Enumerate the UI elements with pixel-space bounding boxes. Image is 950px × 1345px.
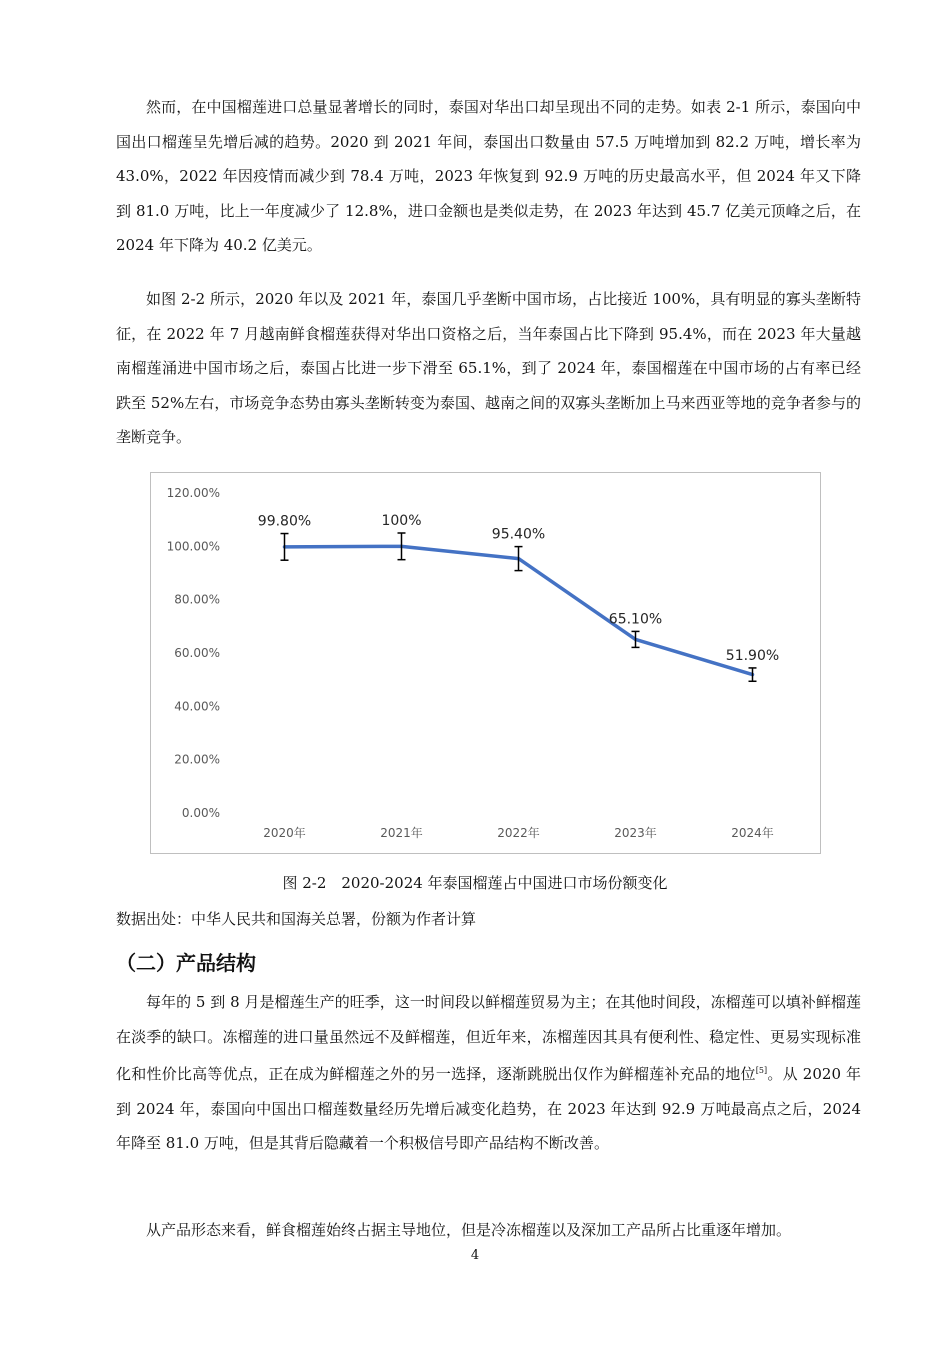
data-label: 95.40% — [491, 526, 546, 543]
paragraph-text: 每年的 5 到 8 月是榴莲生产的旺季，这一时间段以鲜榴莲贸易为主；在其他时间段，冻榴莲可以填补鲜榴莲在淡季的缺口。冻榴莲的进口量虽然远不及鲜榴莲，但近年来，冻榴莲因其具有便利性、稳定性、更易实现标准化和性价比高等优点，正在成为鲜榴莲之外的另一选择，逐渐跳脱出仅作为鲜榴莲补充品的地位 — [116, 993, 861, 1083]
x-tick-label: 2024年 — [731, 826, 774, 840]
x-tick-label: 2022年 — [497, 826, 540, 840]
section-heading: （二）产品结构 — [116, 951, 256, 975]
x-tick-label: 2023年 — [614, 826, 657, 840]
paragraph-text-tail: 。从 2020 年到 2024 年，泰国向中国出口榴莲数量经历先增后减变化趋势，在 2023 年达到 92.9 万吨最高点之后，2024 年降至 81.0 万吨，但是其背后隐藏着一个积极信号即产品结构不断改善。 — [116, 1065, 861, 1152]
figure-caption: 图 2-2 2020-2024 年泰国榴莲占中国进口市场份额变化 — [282, 874, 668, 892]
paragraph-market-share: 如图 2-2 所示，2020 年以及 2021 年，泰国几乎垄断中国市场，占比接近 100%，具有明显的寡头垄断特征，在 2022 年 7 月越南鲜食榴莲获得对华出口资格之后，当年泰国占比下降到 95.4%，而在 2023 年大量越南榴莲涌进中国市场之后，泰国占比进一步下滑至 65.1%，到了 2024 年，泰国榴莲在中国市场的占有率已经跌至 52%左右，市场竞争态势由寡头垄断转变为泰国、越南之间的双寡头垄断加上马来西亚等地的竞争者参与的垄断竞争。 — [116, 290, 861, 446]
y-tick-label: 60.00% — [174, 646, 220, 660]
data-label: 100% — [381, 513, 422, 529]
y-tick-label: 120.00% — [166, 486, 220, 500]
page-number: 4 — [470, 1248, 480, 1263]
y-tick-label: 80.00% — [174, 592, 220, 607]
x-tick-label: 2021年 — [380, 826, 423, 840]
y-tick-label: 0.00% — [181, 806, 220, 820]
x-tick-label: 2020年 — [263, 826, 306, 840]
y-tick-label: 100.00% — [166, 539, 220, 554]
data-source-note: 数据出处：中华人民共和国海关总署，份额为作者计算 — [116, 910, 477, 928]
data-label: 65.10% — [608, 611, 663, 628]
paragraph-thailand-export-trend: 然而，在中国榴莲进口总量显著增长的同时，泰国对华出口却呈现出不同的走势。如表 2-1 所示，泰国向中国出口榴莲呈先增后减的趋势。2020 到 2021 年间，泰国出口数量由 57.5 万吨增加到 82.2 万吨，增长率为 43.0%，2022 年因疫情而减少到 78.4 万吨，2023 年恢复到 92.9 万吨的历史最高水平，但 2024 年又下降到 81.0 万吨，比上一年度减少了 12.8%，进口金额也是类似走势，在 2023 年达到 45.7 亿美元顶峰之后，在 2024 年下降为 40.2 亿美元。 — [116, 98, 861, 254]
data-label: 99.80% — [257, 513, 312, 530]
y-tick-label: 20.00% — [174, 752, 220, 767]
paragraph-product-form: 从产品形态来看，鲜食榴莲始终占据主导地位，但是冷冻榴莲以及深加工产品所占比重逐年增加。 — [146, 1221, 792, 1239]
market-share-chart — [150, 472, 821, 854]
y-tick-label: 40.00% — [174, 699, 220, 714]
paragraph-product-structure — [116, 985, 861, 1161]
data-label: 51.90% — [725, 647, 780, 664]
citation-reference: [5] — [755, 1066, 768, 1075]
market-share-line-chart — [151, 473, 822, 855]
